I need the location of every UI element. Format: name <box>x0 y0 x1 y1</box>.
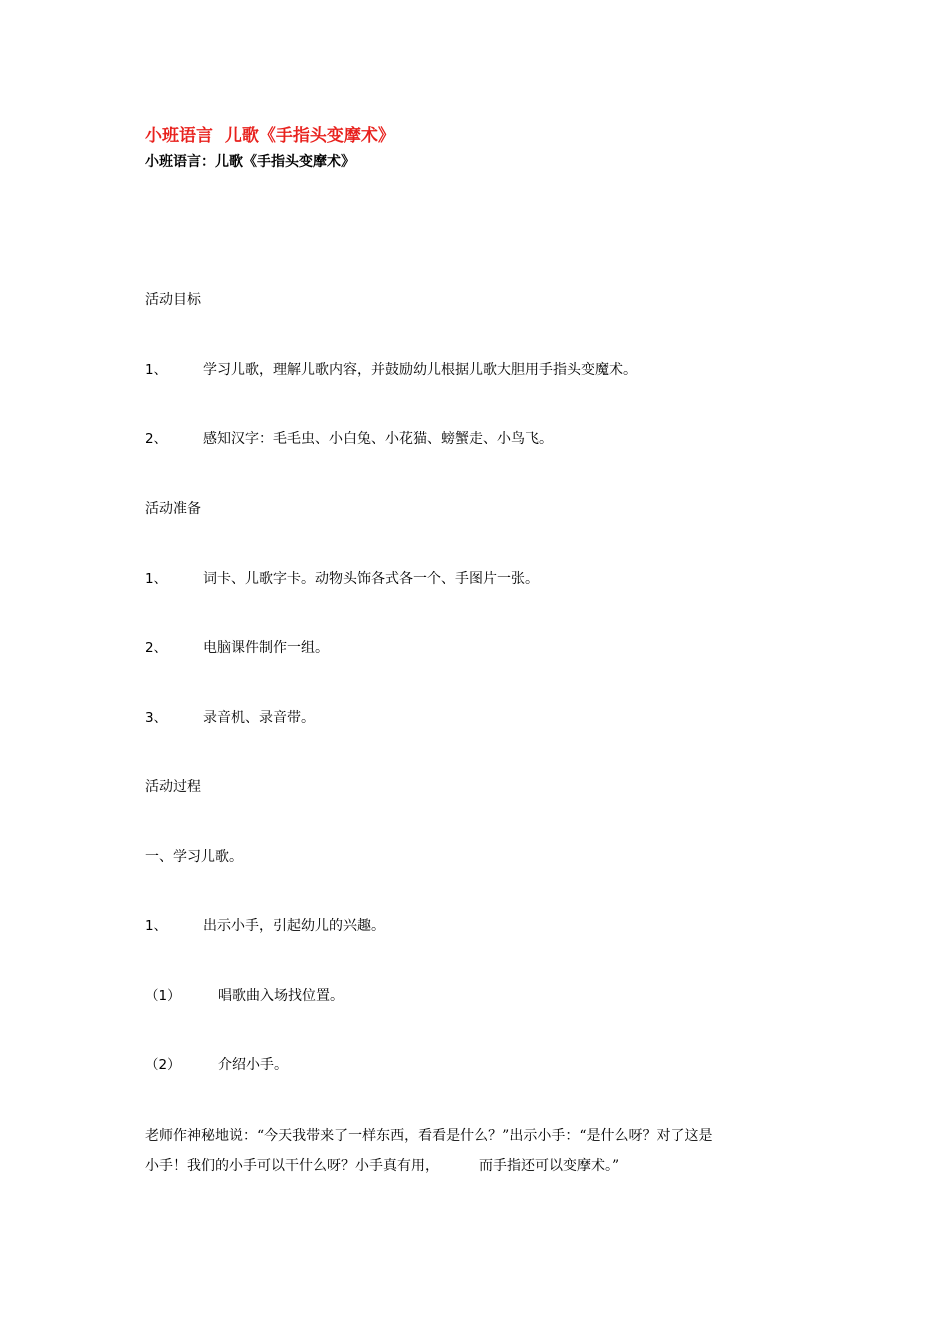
section-heading-goals: 活动目标 <box>145 292 201 308</box>
list-item-sub-1 <box>145 986 344 1006</box>
list-item-sub-2 <box>145 1055 288 1075</box>
list-text: 感知汉字：毛毛虫、小白兔、小花猫、螃蟹走、小鸟飞。 <box>203 431 553 447</box>
step-heading-1: 一、学习儿歌。 <box>145 849 243 865</box>
list-item-prep-1 <box>145 569 539 589</box>
list-text: 介绍小手。 <box>218 1057 288 1073</box>
list-text: 录音机、录音带。 <box>203 710 315 726</box>
list-item-prep-3 <box>145 708 315 728</box>
list-item-goal-2 <box>145 429 553 449</box>
list-text: 词卡、儿歌字卡。动物头饰各式各一个、手图片一张。 <box>203 571 539 587</box>
document-title: 小班语言 儿歌《手指头变摩术》 <box>145 126 395 146</box>
section-heading-process: 活动过程 <box>145 779 201 795</box>
list-item-prep-2 <box>145 638 329 658</box>
list-number: 2、 <box>145 640 168 656</box>
section-heading-preparation: 活动准备 <box>145 501 201 517</box>
paragraph-line-2-part-a: 小手！我们的小手可以干什么呀？小手真有用， <box>145 1158 439 1174</box>
list-text: 唱歌曲入场找位置。 <box>218 988 344 1004</box>
list-number: （1） <box>145 988 181 1004</box>
paragraph-line-2 <box>145 1151 815 1181</box>
list-text: 学习儿歌，理解儿歌内容，并鼓励幼儿根据儿歌大胆用手指头变魔术。 <box>203 362 637 378</box>
list-item-step1-1 <box>145 916 385 936</box>
list-number: 1、 <box>145 918 168 934</box>
paragraph-teacher-dialogue <box>145 1121 815 1181</box>
list-text: 电脑课件制作一组。 <box>203 640 329 656</box>
list-item-goal-1 <box>145 360 637 380</box>
list-number: 1、 <box>145 571 168 587</box>
paragraph-line-1: 老师作神秘地说：“今天我带来了一样东西，看看是什么？”出示小手：“是什么呀？对了这是 <box>145 1128 713 1144</box>
list-number: 2、 <box>145 431 168 447</box>
document-subtitle: 小班语言：儿歌《手指头变摩术》 <box>145 154 355 170</box>
list-text: 出示小手，引起幼儿的兴趣。 <box>203 918 385 934</box>
paragraph-line-2-part-b: 而手指还可以变摩术。” <box>479 1158 620 1174</box>
list-number: 3、 <box>145 710 168 726</box>
list-number: （2） <box>145 1057 181 1073</box>
list-number: 1、 <box>145 362 168 378</box>
